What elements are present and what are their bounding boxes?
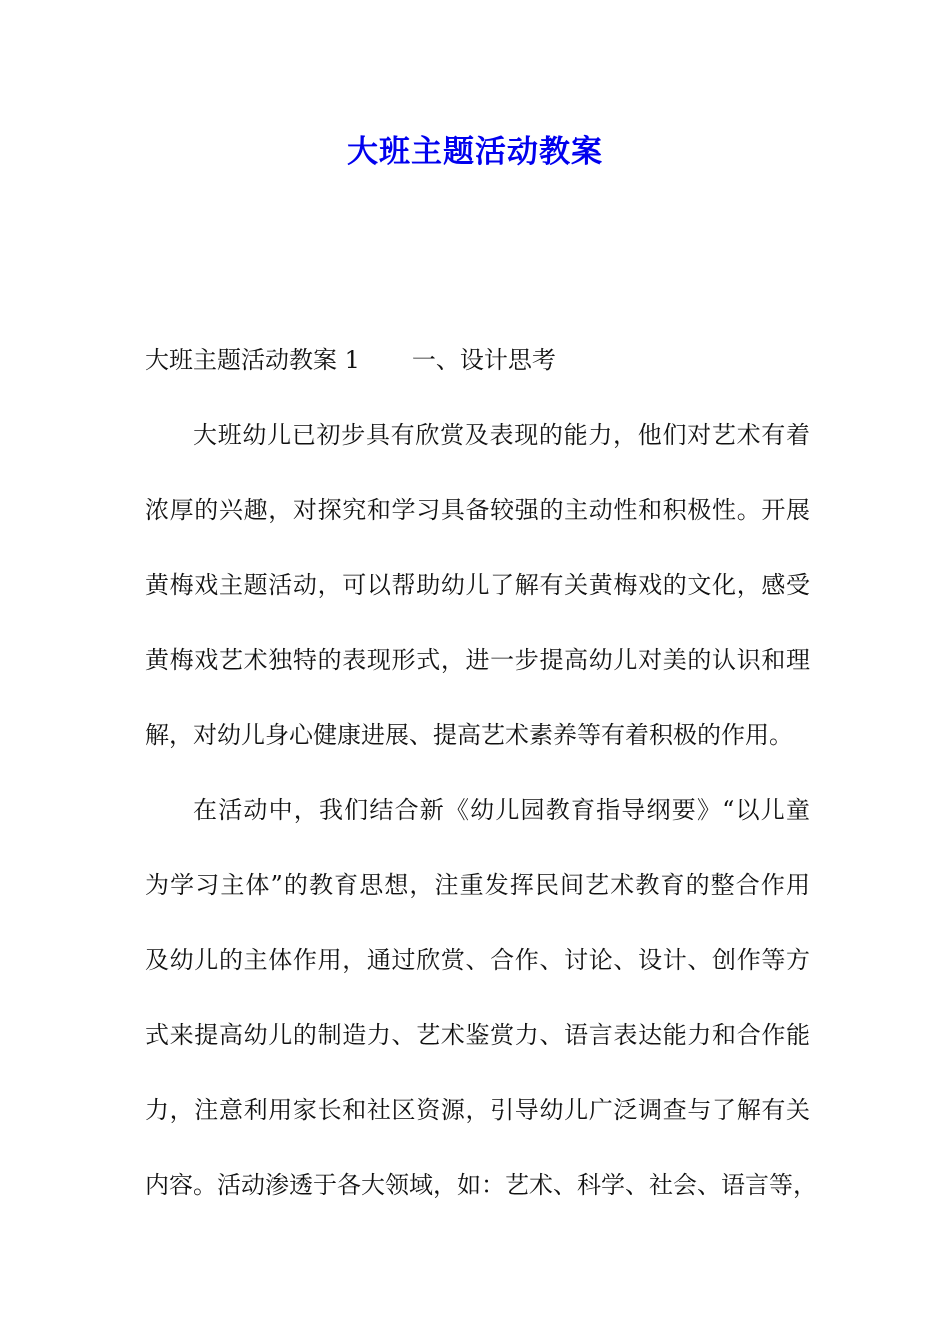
- paragraph-line: 及幼儿的主体作用，通过欣赏、合作、讨论、设计、创作等方: [145, 946, 810, 974]
- paragraph-line: 式来提高幼儿的制造力、艺术鉴赏力、语言表达能力和合作能: [145, 1021, 810, 1049]
- paragraph-line: 大班幼儿已初步具有欣赏及表现的能力，他们对艺术有着: [193, 421, 810, 449]
- paragraph-line: 解，对幼儿身心健康进展、提高艺术素养等有着积极的作用。: [145, 721, 793, 749]
- lesson-plan-label: 大班主题活动教案 1: [145, 346, 360, 374]
- document-body: [145, 340, 817, 1240]
- section-heading-line: [145, 340, 810, 415]
- paragraph-line: 浓厚的兴趣，对探究和学习具备较强的主动性和积极性。开展: [145, 496, 810, 524]
- paragraph-line: 在活动中，我们结合新《幼儿园教育指导纲要》“以儿童: [193, 796, 810, 824]
- paragraph-line: 内容。活动渗透于各大领域，如：艺术、科学、社会、语言等，: [145, 1171, 817, 1199]
- paragraph-line: 黄梅戏主题活动，可以帮助幼儿了解有关黄梅戏的文化，感受: [145, 571, 810, 599]
- paragraph-line: 黄梅戏艺术独特的表现形式，进一步提高幼儿对美的认识和理: [145, 646, 810, 674]
- page-title: 大班主题活动教案: [347, 134, 603, 170]
- section-heading: 一、设计思考: [411, 346, 556, 374]
- paragraph-line: 为学习主体”的教育思想，注重发挥民间艺术教育的整合作用: [145, 871, 810, 899]
- paragraph-line: 力，注意利用家长和社区资源，引导幼儿广泛调查与了解有关: [145, 1096, 810, 1124]
